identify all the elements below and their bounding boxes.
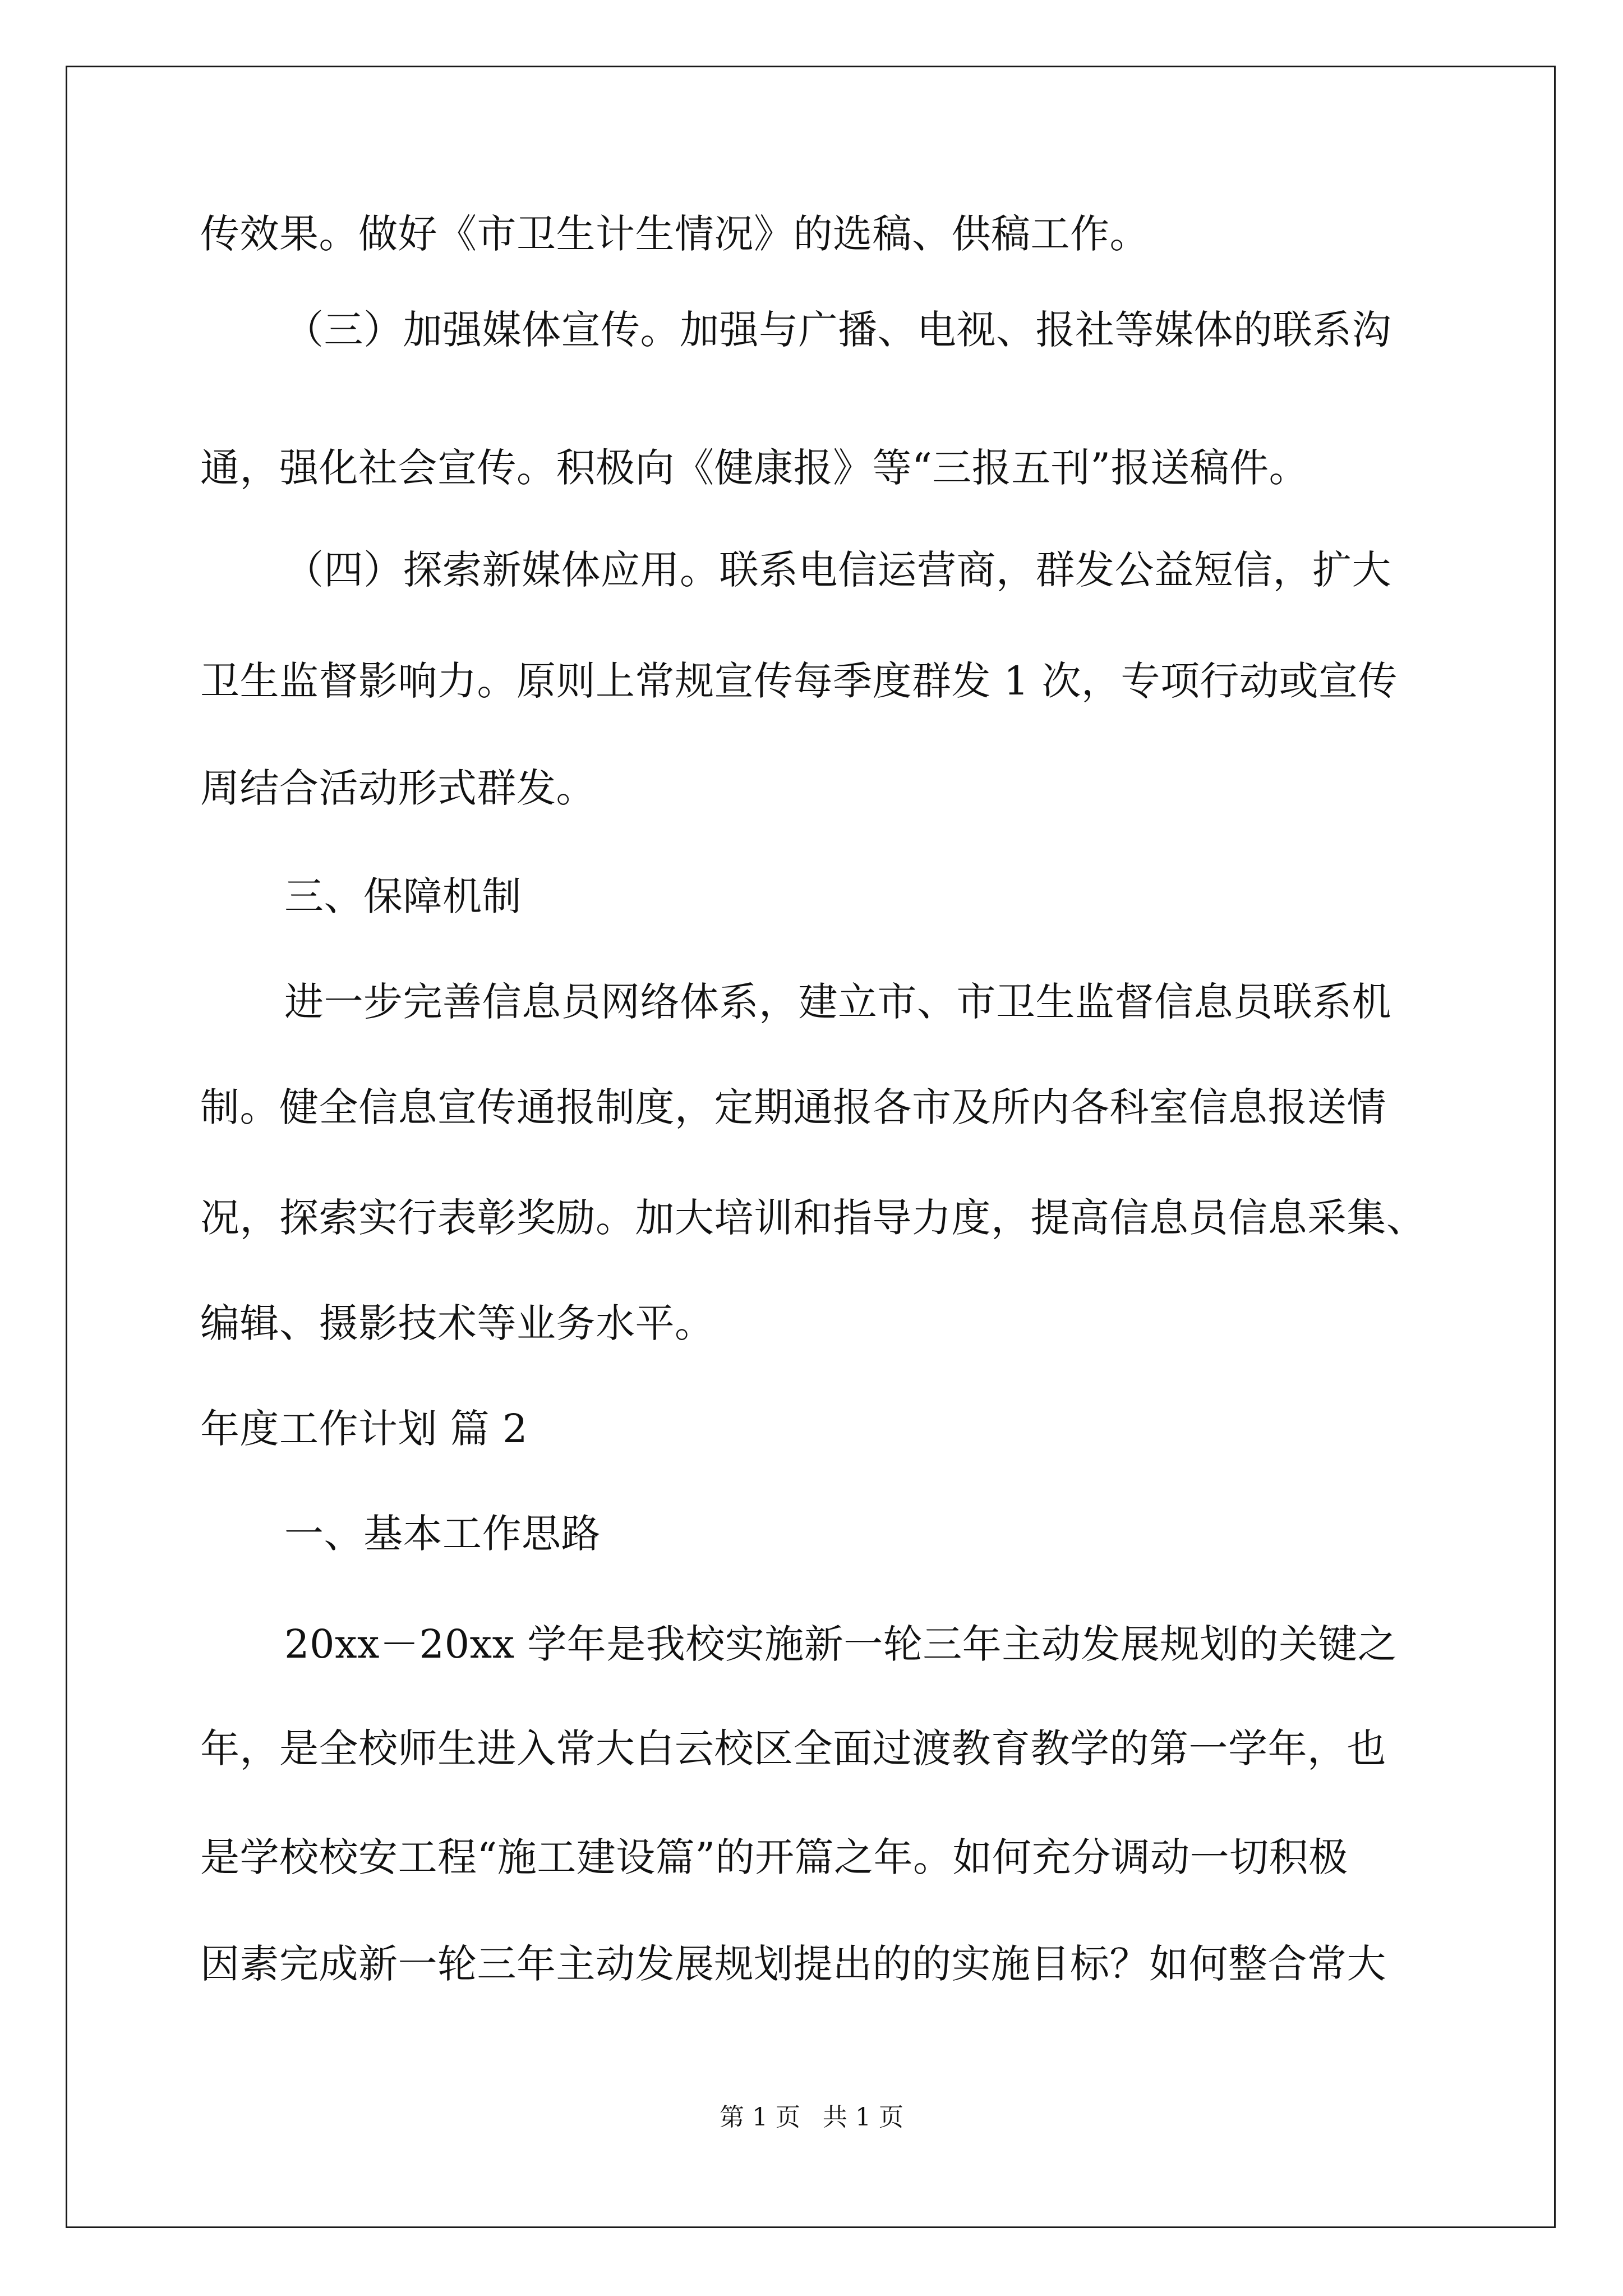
page-border xyxy=(66,66,1556,2228)
paragraph-line: 况，探索实行表彰奖励。加大培训和指导力度，提高信息员信息采集、 xyxy=(200,1195,1426,1241)
section-heading: 一、基本工作思路 xyxy=(284,1511,601,1557)
page-total: 共 1 页 xyxy=(823,2103,903,2132)
paragraph-line: 编辑、摄影技术等业务水平。 xyxy=(200,1300,714,1346)
document-title: 年度工作计划 篇 2 xyxy=(200,1406,528,1452)
page-number: 第 1 页 xyxy=(720,2103,800,2132)
paragraph-line: 是学校校安工程“施工建设篇”的开篇之年。如何充分调动一切积极 xyxy=(200,1834,1348,1880)
section-heading: 三、保障机制 xyxy=(284,873,522,919)
paragraph-line: 因素完成新一轮三年主动发展规划提出的的实施目标？如何整合常大 xyxy=(200,1941,1386,1987)
paragraph-line: 传效果。做好《市卫生计生情况》的选稿、供稿工作。 xyxy=(200,211,1149,257)
paragraph-line: 周结合活动形式群发。 xyxy=(200,765,596,811)
paragraph-line: 卫生监督影响力。原则上常规宣传每季度群发 1 次，专项行动或宣传 xyxy=(200,658,1398,704)
paragraph-line: （三）加强媒体宣传。加强与广播、电视、报社等媒体的联系沟 xyxy=(284,307,1391,353)
paragraph-line: 通，强化社会宣传。积极向《健康报》等“三报五刊”报送稿件。 xyxy=(200,445,1309,491)
paragraph-line: 20xx－20xx 学年是我校实施新一轮三年主动发展规划的关键之 xyxy=(284,1621,1398,1667)
paragraph-line: 年，是全校师生进入常大白云校区全面过渡教育教学的第一学年，也 xyxy=(200,1726,1386,1772)
paragraph-line: 进一步完善信息员网络体系，建立市、市卫生监督信息员联系机 xyxy=(284,979,1391,1025)
paragraph-line: （四）探索新媒体应用。联系电信运营商，群发公益短信，扩大 xyxy=(284,547,1391,593)
paragraph-line: 制。健全信息宣传通报制度，定期通报各市及所内各科室信息报送情 xyxy=(200,1084,1386,1130)
page-footer xyxy=(0,2101,1623,2134)
